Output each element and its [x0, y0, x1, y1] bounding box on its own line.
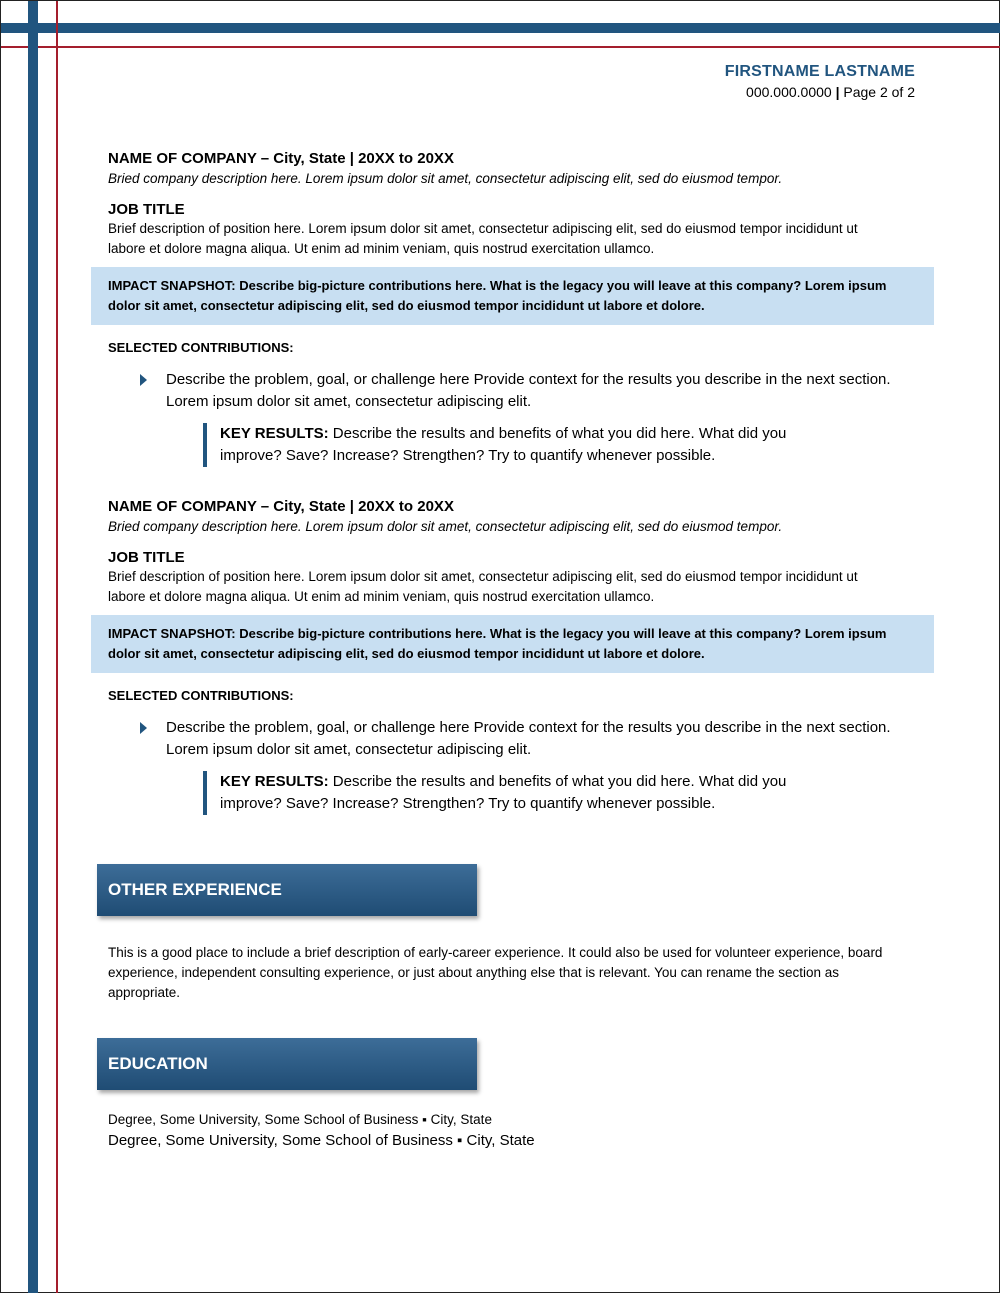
- contribution-text: Describe the problem, goal, or challenge here Provide context for the results you describe in the next section. Lorem ipsum dolor sit amet, consectetur adipiscing elit.: [166, 371, 891, 410]
- page-number: Page 2 of 2: [843, 84, 915, 100]
- company-description: Bried company description here. Lorem ipsum dolor sit amet, consectetur adipiscing elit, sed do eiusmod tempor.: [108, 171, 783, 186]
- left-blue-rule: [28, 1, 38, 1293]
- contribution-bullet: [108, 369, 934, 413]
- other-experience-body: This is a good place to include a brief description of early-career experience. It could also be used for volunteer experience, board experience, independent consulting experience, or just about anything else that is relevant. You can rename the section as appropriate.: [108, 945, 883, 1000]
- education-entry: Degree, Some University, Some School of Business ▪ City, State: [108, 1112, 492, 1127]
- left-red-rule: [56, 1, 58, 1293]
- job-description: Brief description of position here. Lorem ipsum dolor sit amet, consectetur adipiscing elit, sed do eiusmod tempor incididunt ut labore et dolore magna aliqua. Ut enim ad minim veniam, quis nostrud exercitation ullamco.: [108, 221, 858, 256]
- other-experience-heading: OTHER EXPERIENCE: [97, 864, 477, 916]
- key-results-label: KEY RESULTS:: [220, 773, 329, 790]
- education-body: [108, 1110, 908, 1152]
- top-blue-rule: [1, 23, 1000, 33]
- phone-number: 000.000.0000: [746, 84, 832, 100]
- key-results-label: KEY RESULTS:: [220, 425, 329, 442]
- contact-line: [725, 84, 915, 100]
- candidate-name: FIRSTNAME LASTNAME: [724, 63, 915, 80]
- company-line: NAME OF COMPANY – City, State | 20XX to 20XX: [108, 498, 454, 515]
- header-separator: |: [835, 84, 840, 100]
- contributions-heading: SELECTED CONTRIBUTIONS:: [108, 340, 294, 355]
- triangle-bullet-icon: [140, 722, 147, 734]
- contributions-heading: SELECTED CONTRIBUTIONS:: [108, 688, 294, 703]
- experience-content: [108, 149, 934, 845]
- job-entry-2: [108, 497, 934, 815]
- key-results-text: Describe the results and benefits of what you did here. What did you improve? Save? Increase? Strengthen? Try to quantify whenever possible.: [220, 425, 787, 464]
- key-results: [203, 771, 843, 815]
- education-entry: Degree, Some University, Some School of Business ▪ City, State: [108, 1132, 535, 1149]
- page-header: [725, 63, 915, 100]
- key-results: [203, 423, 843, 467]
- top-red-rule: [1, 46, 1000, 48]
- impact-snapshot: IMPACT SNAPSHOT: Describe big-picture contributions here. What is the legacy you will leave at this company? Lorem ipsum dolor sit amet, consectetur adipiscing elit, sed do eiusmod tempor incididunt ut labore et dolore.: [91, 615, 934, 673]
- key-results-text: Describe the results and benefits of what you did here. What did you improve? Save? Increase? Strengthen? Try to quantify whenever possible.: [220, 773, 787, 812]
- triangle-bullet-icon: [140, 374, 147, 386]
- company-description: Bried company description here. Lorem ipsum dolor sit amet, consectetur adipiscing elit, sed do eiusmod tempor.: [108, 519, 783, 534]
- company-line: NAME OF COMPANY – City, State | 20XX to 20XX: [108, 150, 454, 167]
- education-heading: EDUCATION: [97, 1038, 477, 1090]
- job-title: JOB TITLE: [108, 201, 185, 218]
- job-entry-1: [108, 149, 934, 467]
- contribution-bullet: [108, 717, 934, 761]
- contribution-text: Describe the problem, goal, or challenge here Provide context for the results you describe in the next section. Lorem ipsum dolor sit amet, consectetur adipiscing elit.: [166, 719, 891, 758]
- impact-snapshot: IMPACT SNAPSHOT: Describe big-picture contributions here. What is the legacy you will leave at this company? Lorem ipsum dolor sit amet, consectetur adipiscing elit, sed do eiusmod tempor incididunt ut labore et dolore.: [91, 267, 934, 325]
- job-description: Brief description of position here. Lorem ipsum dolor sit amet, consectetur adipiscing elit, sed do eiusmod tempor incididunt ut labore et dolore magna aliqua. Ut enim ad minim veniam, quis nostrud exercitation ullamco.: [108, 569, 858, 604]
- job-title: JOB TITLE: [108, 549, 185, 566]
